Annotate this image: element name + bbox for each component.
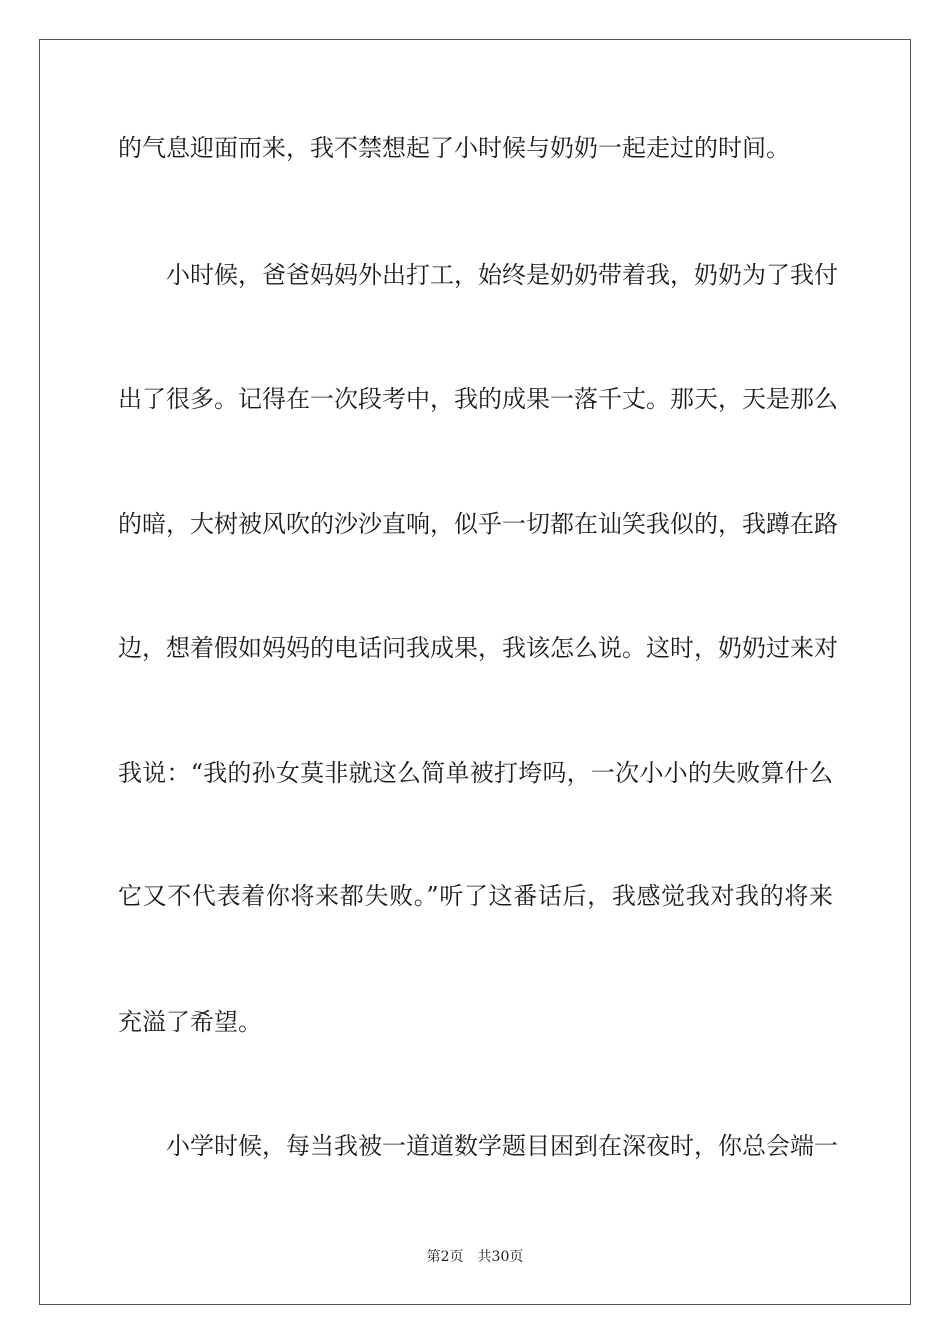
text-line: 边，想着假如妈妈的电话问我成果，我该怎么说。这时，奶奶过来对 xyxy=(118,634,838,662)
text-line: 充溢了希望。 xyxy=(118,1008,262,1036)
page-footer xyxy=(0,1248,950,1266)
text-line: 的气息迎面而来，我不禁想起了小时候与奶奶一起走过的时间。 xyxy=(118,134,790,162)
text-line: 我说：“我的孙女莫非就这么简单被打垮吗，一次小小的失败算什么 xyxy=(118,759,833,787)
page-border xyxy=(39,39,911,1305)
text-line: 它又不代表着你将来都失败。”听了这番话后，我感觉我对我的将来 xyxy=(118,882,833,910)
page-number: 第2页 xyxy=(426,1249,464,1265)
page-total: 共30页 xyxy=(477,1249,524,1265)
text-line: 小时候，爸爸妈妈外出打工，始终是奶奶带着我，奶奶为了我付 xyxy=(118,261,838,289)
text-line: 的暗，大树被风吹的沙沙直响，似乎一切都在讪笑我似的，我蹲在路 xyxy=(118,510,838,538)
text-line: 出了很多。记得在一次段考中，我的成果一落千丈。那天，天是那么 xyxy=(118,385,838,413)
text-line: 小学时候，每当我被一道道数学题目困到在深夜时，你总会端一 xyxy=(118,1132,838,1160)
